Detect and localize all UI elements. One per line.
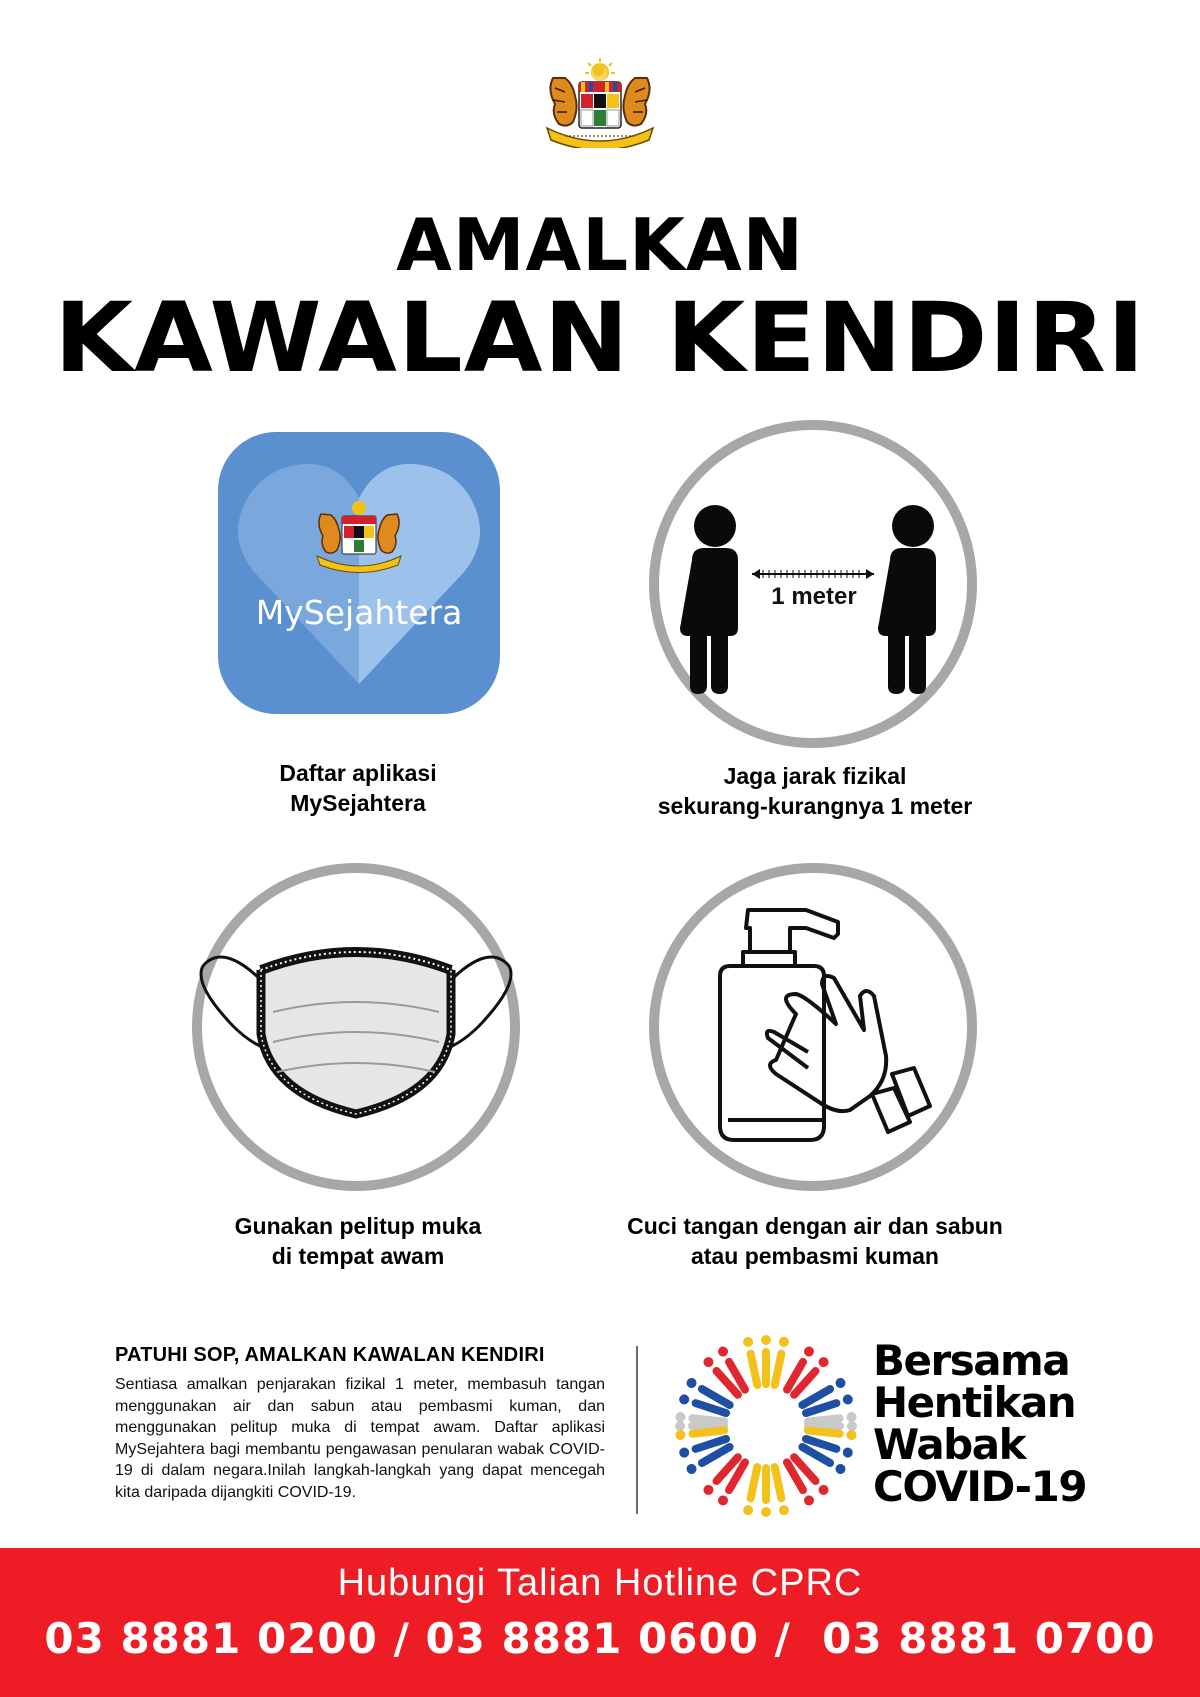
caption-line: atau pembasmi kuman [691,1243,939,1269]
caption-line: Daftar aplikasi [279,760,437,786]
slogan-line: Bersama [873,1336,1070,1385]
sop-heading: PATUHI SOP, AMALKAN KAWALAN KENDIRI [115,1344,545,1366]
caption-line: Cuci tangan dengan air dan sabun [627,1213,1003,1239]
slogan-line: Wabak [873,1420,1026,1469]
sop-body: Sentiasa amalkan penjarakan fizikal 1 meter, membasuh tangan menggunakan air dan sabun atau pembasmi kuman, dan menggunakan pelitup muka di tempat awam. Daftar aplikasi MySejahtera bagi membantu pengawasan penularan wabak COVID-19 di dalam negara.Inilah langkah-langkah yang dapat mencegah kita daripada dijangkiti COVID-19. [115,1376,605,1501]
caption-physical-distance [600,761,1030,821]
caption-line: di tempat awam [271,1243,445,1269]
bersama-hentikan-wabak-logo-icon [668,1328,864,1524]
app-name-label: MySejahtera [255,593,463,632]
caption-line: MySejahtera [290,790,426,816]
caption-line: sekurang-kurangnya 1 meter [657,793,973,819]
caption-face-mask [160,1211,556,1271]
divider [636,1346,638,1514]
hotline-numbers: 03 8881 0200 / 03 8881 0600 / 03 8881 0700 [44,1614,1156,1663]
caption-register-app [160,758,556,818]
campaign-slogan [873,1336,1193,1511]
caption-line: Gunakan pelitup muka [234,1213,482,1239]
face-mask-icon [191,862,521,1192]
mysejahtera-app-icon [218,432,500,714]
caption-line: Jaga jarak fizikal [723,763,907,789]
coat-of-arms-icon [543,58,657,148]
caption-hand-wash [600,1211,1030,1271]
slogan-line: COVID-19 [873,1462,1087,1511]
hand-wash-icon [648,862,978,1192]
hotline-footer [0,1548,1200,1697]
title-line-2: KAWALAN KENDIRI [54,282,1146,394]
physical-distance-icon [648,419,978,749]
title-line-1: AMALKAN [396,203,804,287]
sop-section [115,1343,605,1503]
slogan-line: Hentikan [873,1378,1076,1427]
distance-label: 1 meter [771,583,857,610]
hotline-label: Hubungi Talian Hotline CPRC [337,1562,863,1604]
